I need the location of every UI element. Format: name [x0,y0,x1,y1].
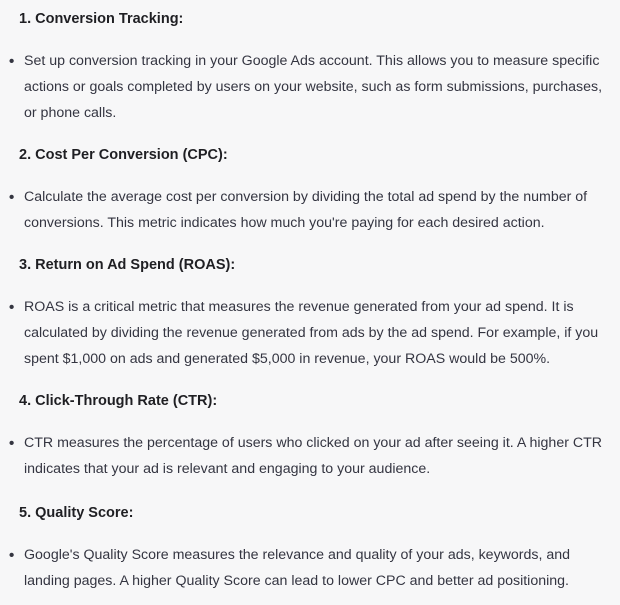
bullet-text: Calculate the average cost per conversion by dividing the total ad spend by the number of conversions. This metric indicates how much you're paying for each desired action. [24,189,588,231]
bullet-text: ROAS is a critical metric that measures the revenue generated from your ad spend. It is calculated by dividing the revenue generated from ads by the ad spend. For example, if you spent $1,000 on ads and generated $5,000 in revenue, your ROAS would be 500%. [24,299,599,367]
bullet-text: CTR measures the percentage of users who clicked on your ad after seeing it. A higher CTR indicates that your ad is relevant and engaging to your audience. [24,435,603,477]
bullet-icon: • [9,435,15,452]
bullet-text: Set up conversion tracking in your Google Ads account. This allows you to measure specific actions or goals completed by users on your website, such as form submissions, purchases, or phone calls. [24,53,603,121]
section-heading: 5. Quality Score: [19,505,134,521]
bullet-icon: • [9,189,15,206]
section-heading: 1. Conversion Tracking: [19,11,184,27]
bullet-text: Google's Quality Score measures the relevance and quality of your ads, keywords, and landing pages. A higher Quality Score can lead to lower CPC and better ad positioning. [24,547,571,589]
section-heading: 4. Click-Through Rate (CTR): [19,393,218,409]
section-heading: 2. Cost Per Conversion (CPC): [19,147,228,163]
bullet-icon: • [9,53,15,70]
section-heading: 3. Return on Ad Spend (ROAS): [19,257,236,273]
bullet-icon: • [9,547,15,564]
bullet-icon: • [9,299,15,316]
